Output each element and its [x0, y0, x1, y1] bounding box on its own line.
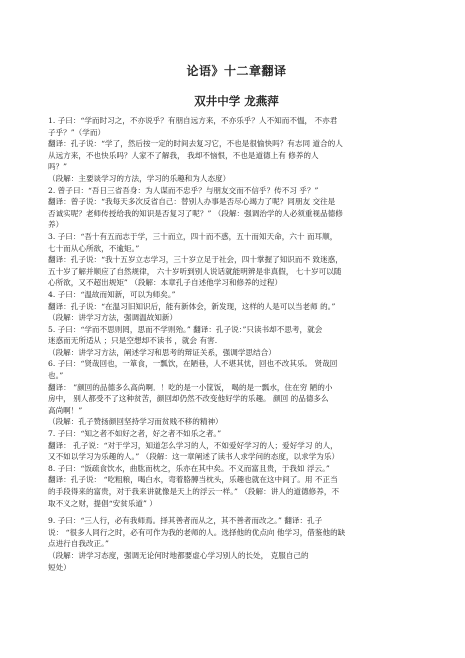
- text-line: 五十岁了解并顺应了自然规律， 六十岁听到别人说话就能明辨是非真假， 七十岁可以随: [48, 266, 342, 276]
- text-line: 七十而从心所欲，不逾矩。”: [48, 243, 140, 253]
- text-line: （段解：讲学习态度，强调无论何时地都要虚心学习别人的长处， 克服自己的: [48, 550, 309, 560]
- text-line: 8. 子曰：“饭疏食饮水，曲肱而枕之，乐亦在其中矣。不义而富且贵，于我如 浮云。”: [48, 463, 330, 473]
- document-body: [48, 115, 425, 573]
- text-line: 子乎？”（学而）: [48, 127, 106, 137]
- text-line: 1. 子曰：“学而时习之，不亦说乎？有朋自远方来，不亦乐乎？人不知而不愠， 不亦君: [48, 116, 338, 125]
- text-line: 吗？”: [48, 162, 68, 172]
- text-line: 翻译：孔子说：“在温习旧知识后，能有新体会，新发现，这样的人是可以当老师 的。”: [48, 301, 336, 311]
- text-line: 又不如以学习为乐趣的人。” （段解：这一章阐述了读书人求学问的态度，以求学为乐）: [48, 452, 340, 462]
- text-line: 7. 子曰：“知之者不如好之者，好之者不如乐之者。”: [48, 429, 222, 439]
- text-line: 翻译： 孔子说：“对于学习，知道怎么学习的人，不如爱好学习的人；爱好学习 的人，: [48, 440, 338, 450]
- text-line: 心所欲，又不超出规矩” （段解：本章孔子自述他学习和修养的过程）: [48, 278, 283, 288]
- text-line: 9. 子曰：“三人行，必有我师焉。择其善者而从之，其不善者而改之。” 翻译：孔子: [48, 516, 323, 526]
- text-line: 房中， 别人都受不了这种贫苦，颜回却仍然不改变他好学的乐趣。 颜回 的品德多么: [48, 394, 329, 404]
- text-line: 点进行自我改正。”: [48, 539, 109, 549]
- text-line: （段解：孔子赞扬颜回坚持学习而贫贱不移的精神）: [48, 417, 223, 427]
- text-line: （段解：讲学习方法，阐述学习和思考的辩证关系，强调学思结合）: [48, 347, 276, 357]
- text-line: 从远方来，不也快乐吗？人家不了解我， 我却不恼恨，不也是道德上有 修养的人: [48, 150, 319, 160]
- text-line: 短处）: [48, 562, 71, 572]
- text-line: 翻译： ”颜回的品德多么高尚啊．！吃的是一小筐饭， 喝的是一瓢水，住在穷 陋的小: [48, 382, 333, 392]
- text-line: 4. 子曰：“温故而知新，可以为师矣。”: [48, 289, 176, 299]
- text-line: 2. 曾子曰：“吾日三省吾身：为人谋而不忠乎？与朋友交而不信乎？传不习 乎？”: [48, 185, 319, 195]
- text-line: （段解：讲学习方法，强调温故知新）: [48, 313, 178, 323]
- text-line: 养）: [48, 220, 64, 230]
- text-line: 5. 子曰：“学而不思则罔，思而不学则殆。” 翻译：孔子说：”只读书却不思考，就会: [48, 324, 323, 334]
- page-subtitle: 双井中学 龙燕萍: [194, 94, 279, 108]
- text-line: 说： “很多人同行之时，必有可作为我的老师的人。选择他的优点向 他学习，借鉴他的缺: [48, 527, 346, 537]
- text-line: 翻译：曾子说：“我每天多次反省自己：替别人办事是否尽心竭力了呢？同朋友 交往是: [48, 197, 336, 207]
- page-title: 论语》十二章翻译: [186, 64, 287, 78]
- text-line: 的手段得来的富贵，对于我来讲就像是天上的浮云一样。” （段解：讲人的道德修养，不: [48, 487, 340, 496]
- text-line: 否诚实呢？老师传授给我的知识是否复习了呢？” （段解：强调治学的人必须重视品德修: [48, 208, 343, 218]
- text-line: 翻译：孔子说：“我十五岁立志学习，三十岁立足于社会，四十掌握了知识而不 致迷惑，: [48, 255, 343, 265]
- text-line: 高尚啊！”: [48, 405, 83, 415]
- text-line: 6. 子曰：“贤哉回也，一箪食，一瓢饮，在陋巷，人不堪其忧，回也不改其乐。 贤哉回: [48, 359, 338, 369]
- text-line: 取不义之财，提倡“安贫乐道” ）: [48, 498, 157, 508]
- text-line: 3. 子曰：“吾十有五而志于学，三十而立，四十而不惑，五十而知天命，六十 而耳顺，: [48, 231, 338, 241]
- text-line: 翻译：孔子说： “吃粗粮，喝白水，弯着胳膊当枕头，乐趣也就在这中间了。用 不正当: [48, 475, 338, 485]
- text-line: （段解：主要谈学习的方法，学习的乐趣和为人态度）: [48, 173, 231, 183]
- text-line: 迷惑而无所适从 ；只是空想却不读书 ，就会 有害.: [48, 336, 218, 346]
- text-line: 也。”: [48, 371, 64, 381]
- text-line: 翻译：孔子说：“学了，然后按一定的时间去复习它，不也是很愉快吗？有志同 道合的人: [48, 139, 343, 149]
